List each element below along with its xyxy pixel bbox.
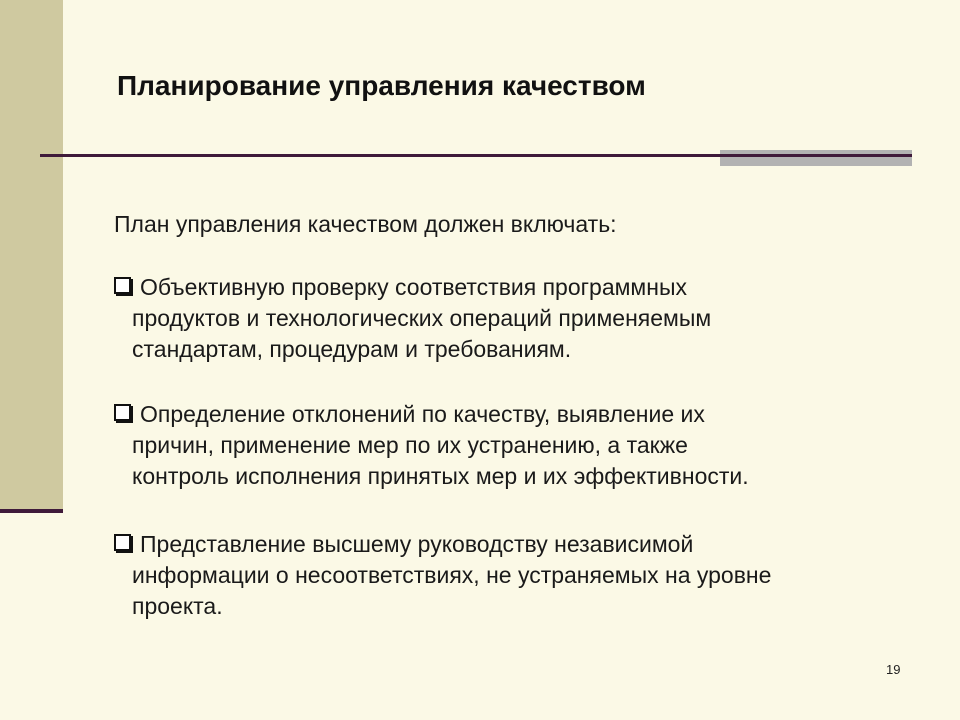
bullet-line: продуктов и технологических операций применяемым [132,305,712,331]
bullet-item-2 [114,399,749,492]
side-bar [0,0,63,511]
bullet-item-3 [114,529,771,622]
bullet-line: причин, применение мер по их устранению, а также [132,432,688,458]
checkbox-bullet-icon [114,404,131,421]
divider-accent-rule [720,154,912,157]
bullet-line: проекта. [132,593,223,619]
bullet-line: контроль исполнения принятых мер и их эффективности. [132,463,749,489]
side-bar-rule [0,509,63,513]
divider-accent-block [720,150,912,166]
checkbox-bullet-icon [114,534,131,551]
page-number: 19 [886,662,901,677]
bullet-text: Представление высшему руководству независимой [140,531,694,557]
bullet-line: информации о несоответствиях, не устраняемых на уровне [132,562,772,588]
bullet-text: Объективную проверку соответствия программных [140,274,687,300]
bullet-line [114,399,749,430]
bullet-line [114,529,771,560]
bullet-text: Определение отклонений по качеству, выявление их [140,401,705,427]
bullet-item-1 [114,272,711,365]
bullet-line: стандартам, процедурам и требованиям. [132,336,572,362]
slide-title: Планирование управления качеством [117,70,646,101]
checkbox-bullet-icon [114,277,131,294]
intro-text: План управления качеством должен включать: [114,211,617,237]
bullet-line [114,272,711,303]
